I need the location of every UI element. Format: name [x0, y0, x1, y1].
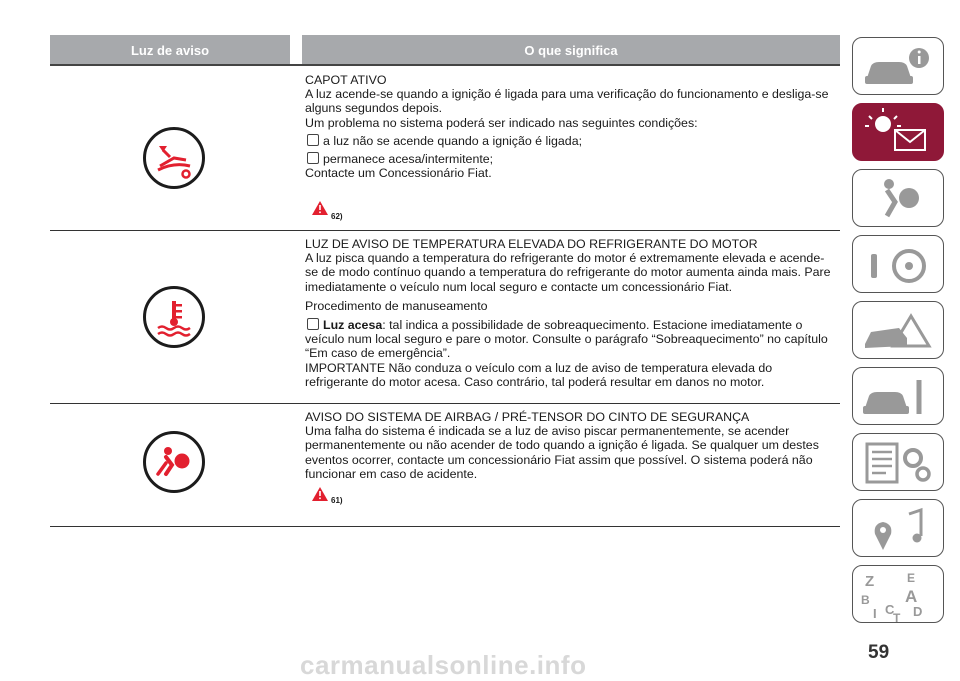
index-letter: Z — [865, 573, 875, 590]
chapter-tab-maintenance[interactable] — [852, 367, 944, 425]
hood-open-icon — [143, 127, 205, 189]
index-letter: E — [907, 571, 916, 585]
row-text-airbag — [305, 410, 835, 481]
row-title: CAPOT ATIVO — [305, 73, 387, 87]
warning-triangle-icon — [312, 487, 328, 501]
airbag-icon — [143, 431, 205, 493]
bullet-icon — [307, 318, 319, 330]
bullet-bold-text: Luz acesa — [323, 318, 383, 333]
index-letter: B — [861, 593, 870, 607]
index-letter: C — [885, 602, 895, 617]
driving-icon — [853, 236, 945, 294]
car-info-icon — [853, 38, 945, 96]
paragraph: A luz pisca quando a temperatura do refrigerante do motor é extremamente elevada e acende-se de modo contínuo quando a temperatura do refrigerante do motor aumenta ainda mais. Pare imediatamente o veículo num local seguro e contacte um concessionário Fiat. — [305, 251, 831, 294]
paragraph: IMPORTANTE Não conduza o veículo com a luz de aviso de temperatura elevada do refrigerante do motor acesa. Caso contrário, tal poderá resultar em danos no motor. — [305, 360, 773, 389]
col-header-meaning: O que significa — [524, 43, 618, 58]
coolant-temperature-icon — [143, 286, 205, 348]
bullet-icon — [307, 152, 319, 164]
row-text-coolant — [305, 237, 835, 389]
reference-note: 62) — [331, 212, 343, 221]
safety-icon — [853, 170, 945, 228]
paragraph: Procedimento de manuseamento — [305, 298, 488, 313]
watermark: carmanualsonline.info — [300, 650, 587, 680]
warning-lights-icon — [853, 104, 945, 162]
row-title: AVISO DO SISTEMA DE AIRBAG / PRÉ-TENSOR DO CINTO DE SEGURANÇA — [305, 410, 750, 424]
maintenance-icon — [853, 368, 945, 426]
bullet-icon — [307, 134, 319, 146]
chapter-tab-index[interactable] — [852, 565, 944, 623]
index-icon — [853, 566, 945, 624]
row-text-hood — [305, 73, 835, 180]
paragraph: Uma falha do sistema é indicada se a luz de aviso piscar permanentemente, se acender permanentemente ou não acender de todo quando a ignição é ligada. Se qualquer um destes eventos ocorrer, contacte um concessionário Fiat assim que possível. O sistema poderá não funcionar em caso de acidente. — [305, 424, 819, 481]
paragraph: A luz acende-se quando a ignição é ligada para uma verificação do funcionamento e desliga-se alguns segundos depois. — [305, 87, 829, 116]
chapter-tab-safety[interactable] — [852, 169, 944, 227]
bullet-text: permanece acesa/intermitente; — [323, 152, 494, 167]
multimedia-icon — [853, 500, 945, 558]
warning-triangle-icon — [312, 201, 328, 215]
page-number: 59 — [868, 642, 890, 663]
paragraph: Contacte um Concessionário Fiat. — [305, 166, 492, 181]
index-letter: A — [905, 587, 918, 606]
bullet-text: a luz não se acende quando a ignição é ligada; — [323, 133, 583, 148]
bullet-text: : tal indica a possibilidade de sobreaquecimento. Estacione imediatamente o veículo num local seguro e pare o motor. Consulte o parágrafo “Sobreaquecimento” no capítulo “Em caso de emergência”. — [305, 318, 828, 361]
chapter-tab-technical-data[interactable] — [852, 433, 944, 491]
reference-note: 61) — [331, 496, 343, 505]
chapter-tab-warning-lights[interactable] — [852, 103, 944, 161]
index-letter: I — [873, 606, 877, 621]
index-letter: D — [913, 604, 923, 619]
row-title: LUZ DE AVISO DE TEMPERATURA ELEVADA DO REFRIGERANTE DO MOTOR — [305, 237, 758, 251]
chapter-tab-car-info[interactable] — [852, 37, 944, 95]
index-letter: T — [893, 611, 901, 624]
col-header-warning-light: Luz de aviso — [130, 43, 210, 58]
emergency-icon — [853, 302, 945, 360]
chapter-tab-multimedia[interactable] — [852, 499, 944, 557]
paragraph: Um problema no sistema poderá ser indicado nas seguintes condições: — [305, 115, 698, 130]
technical-data-icon — [853, 434, 945, 492]
chapter-tab-driving[interactable] — [852, 235, 944, 293]
chapter-tab-emergency[interactable] — [852, 301, 944, 359]
table-header — [50, 35, 840, 66]
